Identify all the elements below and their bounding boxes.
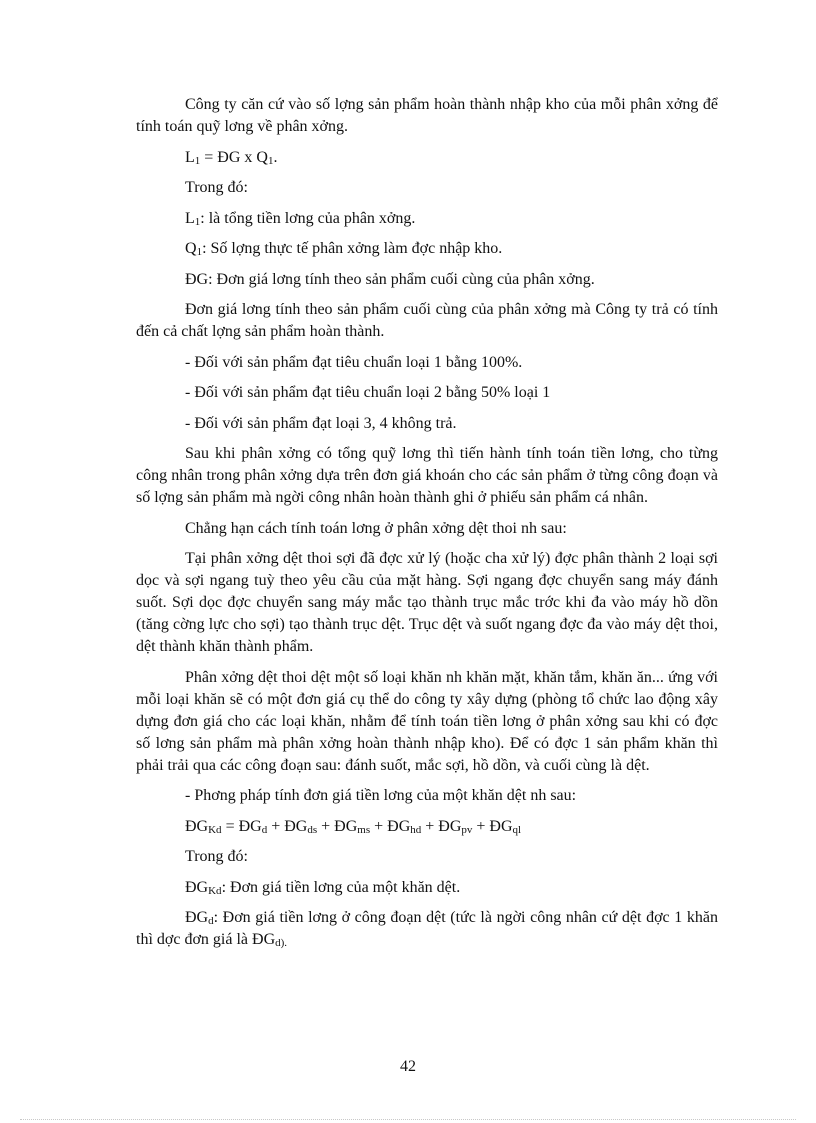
- paragraph-intro: Công ty căn cứ vào số lợng sản phẩm hoàn thành nhập kho của mỗi phân xởng để tính toán quỹ lơng về phân xởng.: [136, 96, 718, 135]
- formula-dgkd: $ĐG_{Kd}$ = $ĐG_d$ + $ĐG_{ds}$ + $ĐG_{ms}$ + $ĐG_{hd}$ + $ĐG_{pv}$ + $ĐG_{ql}$: [185, 817, 522, 836]
- where-label-1: Trong đó:: [185, 179, 248, 196]
- definition-dg: ĐG: Đơn giá lơng tính theo sản phẩm cuối cùng của phân xởng.: [185, 270, 595, 288]
- paragraph-method: - Phơng pháp tính đơn giá tiền lơng của một khăn dệt nh sau:: [185, 787, 577, 804]
- paragraph-example: Chẳng hạn cách tính toán lơng ở phân xởng dệt thoi nh sau:: [185, 519, 567, 537]
- where-label-2: Trong đó:: [185, 848, 248, 865]
- paragraph-towel-types: Phân xởng dệt thoi dệt một số loại khăn nh khăn mặt, khăn tắm, khăn ăn... ứng với mỗi loại khăn sẽ có một đơn giá cụ thể do công ty xây dựng (phòng tổ chức lao động xây dựng đơn giá cho các loại khăn, nhằm để tính toán tiền lơng ở phân xởng sau khi có đợc số lơng sản phẩm mà phân xởng hoàn thành nhập kho). Để có đợc 1 sản phẩm khăn thì phải trải qua các công đoạn sau: đánh suốt, mắc sợi, hồ dồn, và cuối cùng là dệt.: [136, 668, 718, 774]
- definition-dgd: $ĐG_d$: Đơn giá tiền lơng ở công đoạn dệt (tức là ngời công nhân cứ dệt đợc 1 khăn thì dợc đơn giá là $ĐG_{d).}$: [136, 909, 718, 949]
- page-number: 42: [400, 1058, 416, 1075]
- definition-l1: $L_1$: là tổng tiền lơng của phân xởng.: [185, 209, 416, 228]
- definition-dgkd: $ĐG_{Kd}$: Đơn giá tiền lơng của một khăn dệt.: [185, 878, 461, 897]
- bullet-grade-1: - Đối với sản phẩm đạt tiêu chuẩn loại 1 bằng 100%.: [185, 353, 523, 371]
- formula-l1: $L_1$ = ĐG x $Q_1$.: [185, 148, 278, 167]
- page-body: [136, 94, 718, 960]
- bullet-grade-3-4: - Đối với sản phẩm đạt loại 3, 4 không trả.: [185, 414, 457, 432]
- paragraph-unit-price: Đơn giá lơng tính theo sản phẩm cuối cùng của phân xởng mà Công ty trả có tính đến cả chất lợng sản phẩm hoàn thành.: [136, 301, 718, 340]
- footer-dotted-rule: [20, 1119, 796, 1120]
- definition-q1: $Q_1$: Số lợng thực tế phân xởng làm đợc nhập kho.: [185, 240, 503, 258]
- paragraph-weaving-process: Tại phân xởng dệt thoi sợi đã đợc xử lý (hoặc cha xử lý) đợc phân thành 2 loại sợi dọc và sợi ngang tuỳ theo yêu cầu của mặt hàng. Sợi ngang đợc chuyển sang máy đánh suốt. Sợi dọc đợc chuyển sang máy mắc tạo thành trục mắc trớc khi đa vào máy hồ dồn (tăng cờng lực cho sợi) tạo thành trục dệt. Trục dệt và suốt ngang đợc đa vào máy dệt thoi, dệt thành khăn thành phẩm.: [136, 550, 718, 655]
- paragraph-wage-calc: Sau khi phân xởng có tổng quỹ lơng thì tiến hành tính toán tiền lơng, cho từng công nhân trong phân xởng dựa trên đơn giá khoán cho các sản phẩm ở từng công đoạn và số lợng sản phẩm mà ngời công nhân hoàn thành ghi ở phiếu sản phẩm cá nhân.: [136, 445, 718, 506]
- bullet-grade-2: - Đối với sản phẩm đạt tiêu chuẩn loại 2 bằng 50% loại 1: [185, 384, 551, 401]
